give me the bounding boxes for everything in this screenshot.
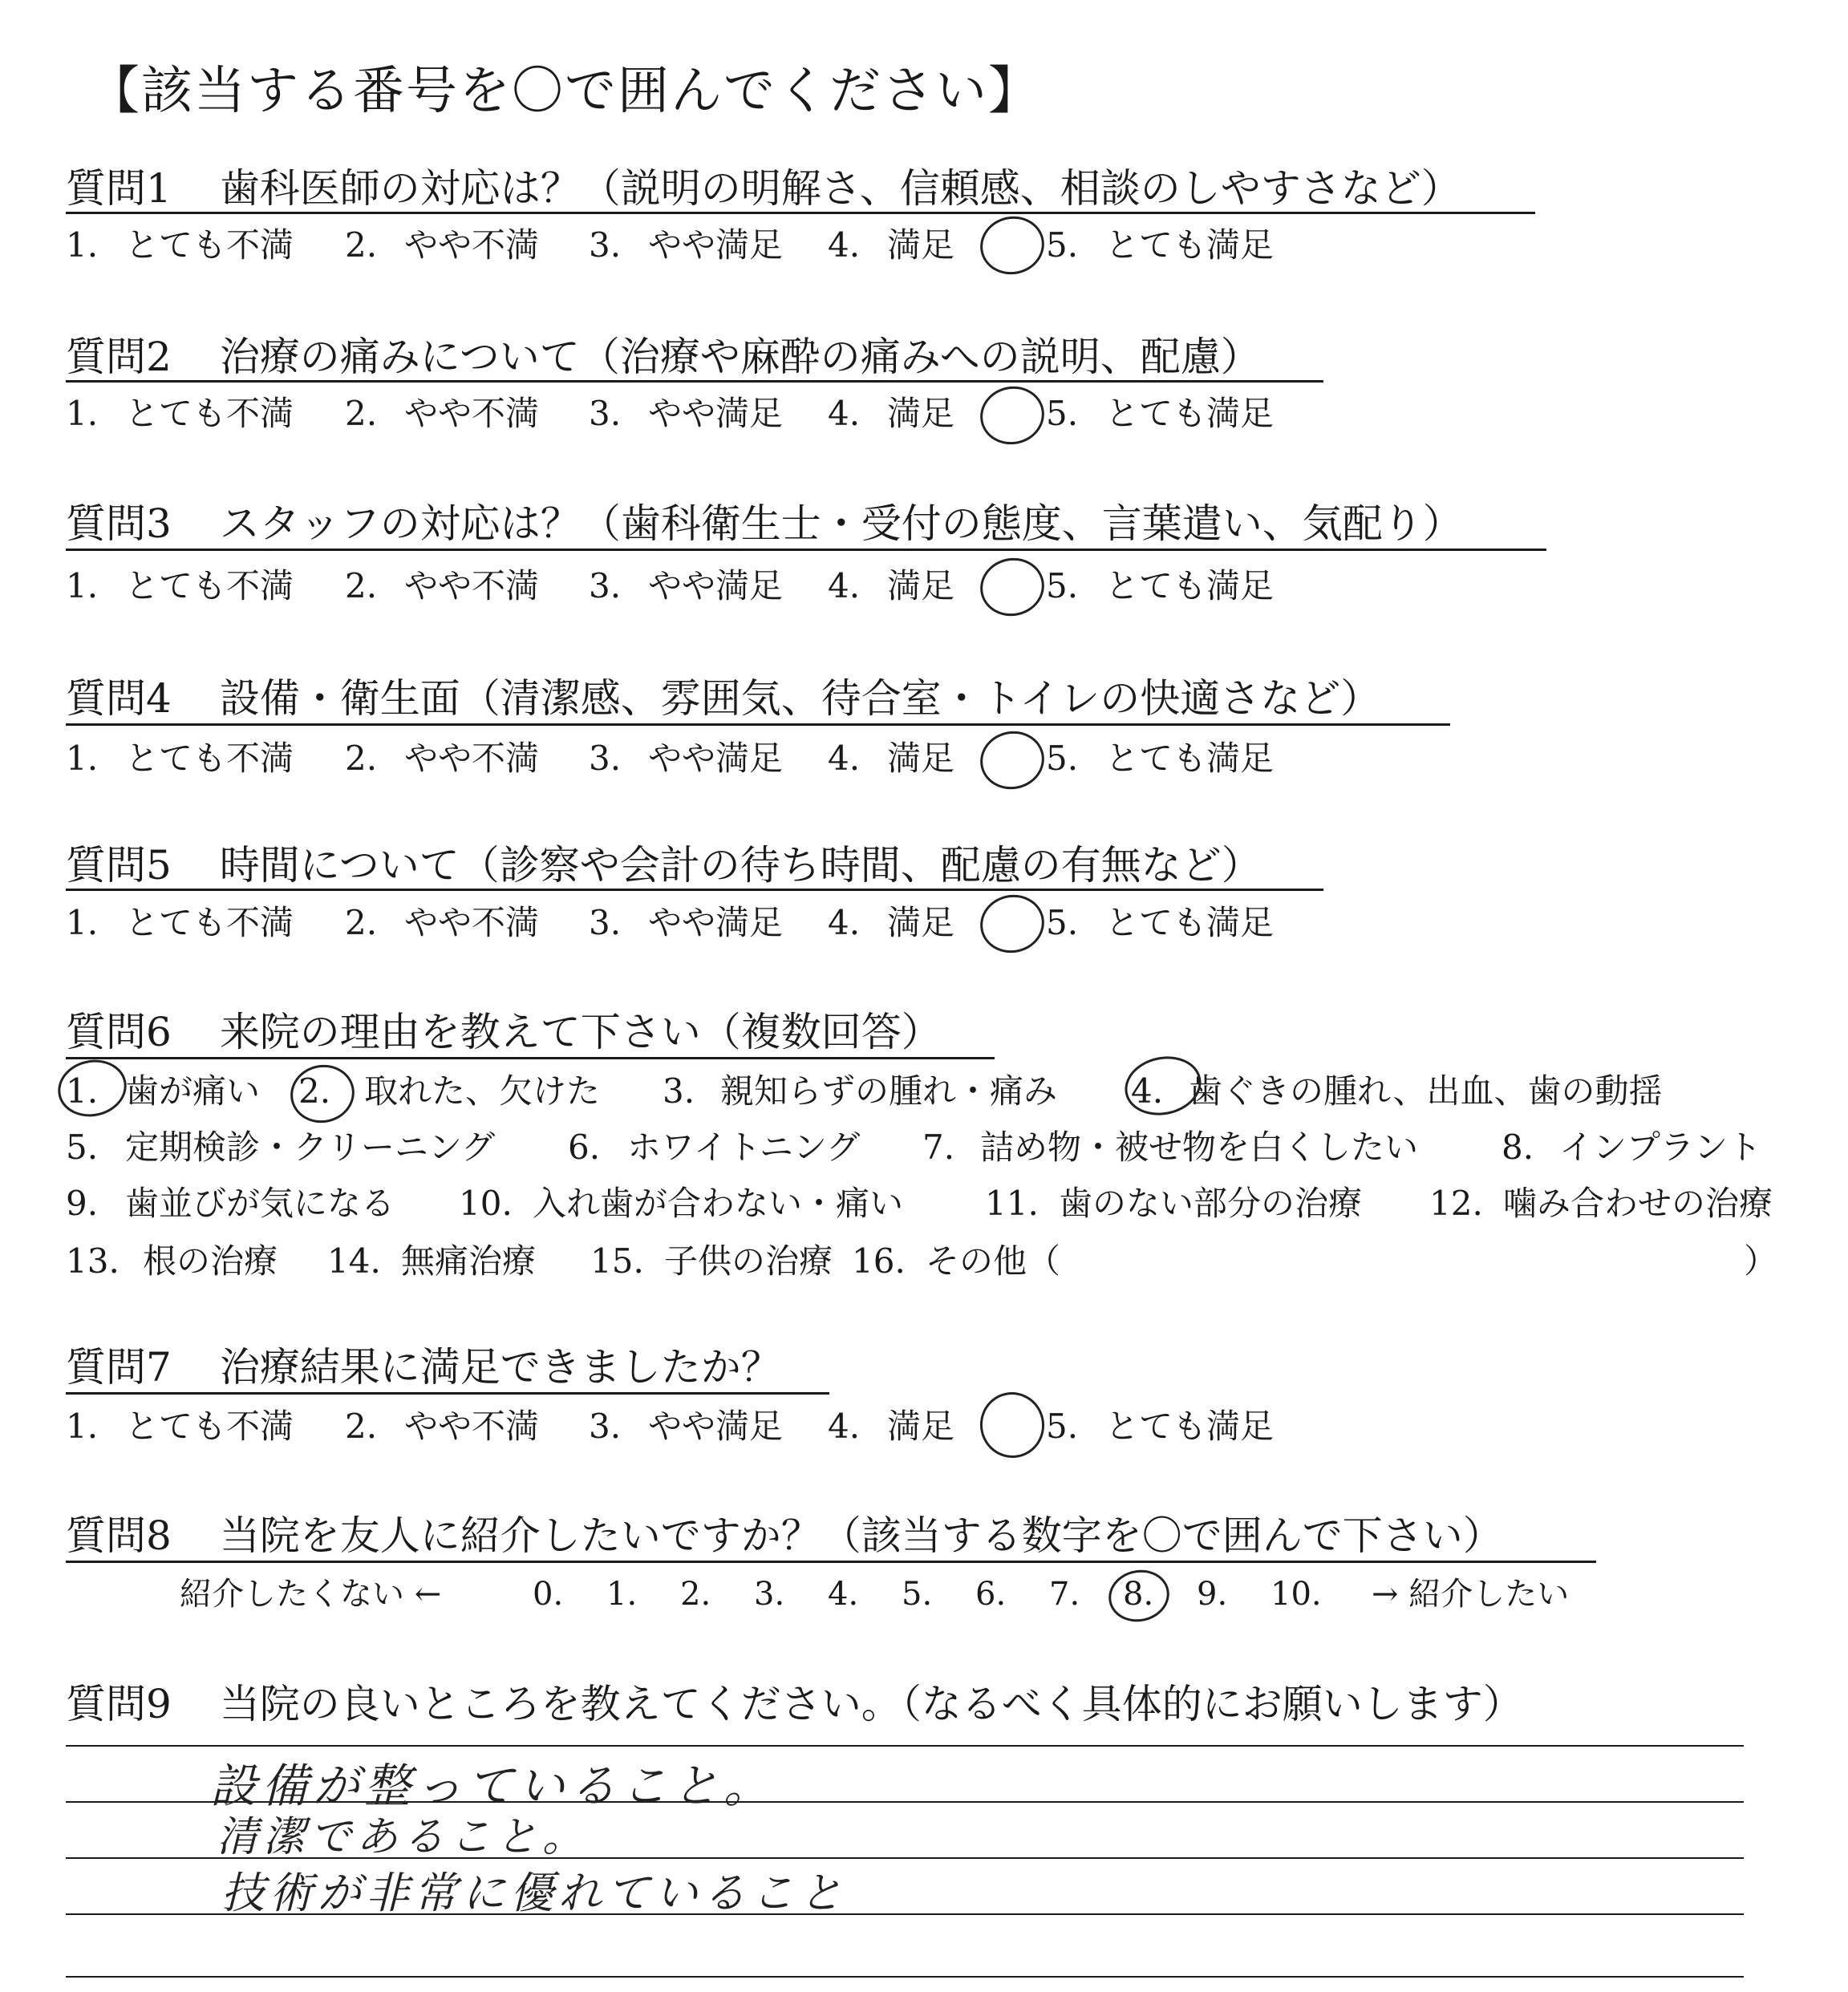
underline [66,380,1323,383]
option-label: とても不満 [125,739,294,778]
question-number: 質問2 [66,334,172,380]
question-text: 設備・衛生面（清潔感、雰囲気、待合室・トイレの快適さなど） [219,675,1381,722]
option-number: 13. [66,1241,120,1281]
option-label: やや満足 [648,1407,784,1446]
option-number: 1. [66,739,99,778]
option-label: とても不満 [125,225,294,265]
option-number: 5. [66,1128,99,1167]
option-number: 4. [828,566,861,605]
option-label: 親知らずの腫れ・痛み [720,1071,1058,1111]
question-8 [66,1512,1503,1559]
option-label: とても満足 [1105,394,1275,433]
answer-circle[interactable] [53,1054,132,1123]
option-number: 4. [828,1407,861,1446]
option-number: 1. [66,903,99,942]
scale-value: 1. [606,1576,638,1613]
option-label: やや満足 [648,225,784,265]
scale-value: 3. [754,1576,785,1613]
question-text: 歯科医師の対応は？（説明の明解さ、信頼感、相談のしやすさなど） [219,165,1461,212]
option-number: 3. [589,1407,622,1446]
option-label: 歯が痛い [125,1071,261,1111]
option-number: 3. [663,1071,695,1111]
option-number: 5. [1046,225,1079,265]
underline [66,889,1323,891]
option-label: とても満足 [1105,225,1275,265]
answer-circle[interactable] [1120,1050,1207,1122]
option-label: 歯ぐきの腫れ、出血、歯の動揺 [1189,1071,1663,1111]
option-label: やや不満 [404,225,540,265]
option-label: とても不満 [125,903,294,942]
page-title: 【該当する番号を〇で囲んでください】 [88,62,1041,121]
option-number: 1. [66,1071,99,1111]
option-label: 子供の治療 [664,1241,833,1281]
option-number: 11. [985,1184,1039,1223]
answer-circle[interactable] [975,725,1049,795]
option-number: 4. [828,225,861,265]
option-number: 2. [298,1071,331,1111]
option-number: 15. [590,1241,644,1281]
option-label: やや不満 [404,1407,540,1446]
question-2 [66,334,1261,380]
option-label: 満足 [887,394,955,433]
option-number: 5. [1046,566,1079,605]
question-number: 質問3 [66,500,172,547]
option-label: やや不満 [404,903,540,942]
option-number: 4. [828,903,861,942]
option-number: 2. [345,739,378,778]
option-label: ） [1744,1241,1778,1281]
option-label: とても満足 [1105,1407,1275,1446]
question-text: 当院の良いところを教えてください。（なるべく具体的にお願いします） [219,1681,1523,1727]
option-number: 2. [345,566,378,605]
option-label: インプラント [1559,1128,1762,1167]
option-label: 定期検診・クリーニング [125,1128,496,1167]
option-number: 5. [1046,739,1079,778]
scale-value: 2. [680,1576,711,1613]
underline [66,1561,1596,1563]
question-text: 治療の痛みについて（治療や麻酔の痛みへの説明、配慮） [219,334,1261,380]
option-number: 6. [568,1128,601,1167]
question-number: 質問6 [66,1009,172,1055]
question-text: スタッフの対応は？（歯科衛生士・受付の態度、言葉遣い、気配り） [219,500,1463,547]
option-number: 4. [1131,1071,1164,1111]
handwritten-answer: 清潔であること。 [217,1813,590,1861]
option-label: 詰め物・被せ物を白くしたい [980,1128,1419,1167]
option-label: 無痛治療 [401,1241,537,1281]
option-label: とても不満 [125,566,294,605]
option-label: やや満足 [648,394,784,433]
option-number: 1. [66,1407,99,1446]
question-number: 質問7 [66,1344,172,1391]
question-3 [66,500,1463,547]
option-number: 10. [459,1184,513,1223]
scale-value: 10. [1270,1576,1322,1613]
underline [66,1392,829,1395]
option-number: 5. [1046,394,1079,433]
scale-value: 6. [975,1576,1007,1613]
option-number: 8. [1502,1128,1534,1167]
option-label: 入れ歯が合わない・痛い [533,1184,904,1223]
question-6 [66,1009,942,1055]
question-text: 時間について（診察や会計の待ち時間、配慮の有無など） [219,842,1262,889]
option-number: 3. [589,225,622,265]
option-number: 2. [345,394,378,433]
option-number: 12. [1429,1184,1483,1223]
option-number: 2. [345,225,378,265]
answer-circle[interactable] [975,210,1049,280]
scale-value: 8. [1123,1576,1154,1613]
scale-value: 7. [1049,1576,1080,1613]
question-7 [66,1344,781,1391]
option-label: 満足 [887,739,955,778]
recommend-scale [180,1578,1639,1613]
scale-left-label: 紹介したくない ← [180,1576,442,1613]
option-number: 2. [345,1407,378,1446]
handwritten-answer: 技術が非常に優れていること [221,1868,847,1918]
option-label: 満足 [887,566,955,605]
writing-line [66,1745,1744,1747]
writing-line [66,1976,1744,1978]
answer-circle[interactable] [975,889,1049,958]
option-label: やや満足 [648,566,784,605]
option-number: 3. [589,566,622,605]
question-4 [66,675,1381,722]
answer-circle[interactable] [1104,1565,1174,1627]
option-number: 3. [589,903,622,942]
option-label: 満足 [887,903,955,942]
answer-circle[interactable] [975,380,1049,450]
option-label: とても不満 [125,394,294,433]
option-label: とても満足 [1105,903,1275,942]
question-text: 来院の理由を教えて下さい（複数回答） [219,1009,942,1055]
question-number: 質問5 [66,842,172,889]
option-label: 歯のない部分の治療 [1059,1184,1363,1223]
question-5 [66,842,1262,889]
option-label: 取れた、欠けた [364,1071,601,1111]
option-label: とても満足 [1105,566,1275,605]
answer-circle[interactable] [975,552,1049,621]
underline [66,212,1535,214]
option-label: 満足 [887,225,955,265]
question-number: 質問8 [66,1512,172,1559]
option-label: とても不満 [125,1407,294,1446]
option-number: 3. [589,739,622,778]
option-number: 1. [66,566,99,605]
question-number: 質問9 [66,1681,172,1727]
handwritten-answer: 設備が整っていること。 [210,1759,776,1813]
option-number: 14. [327,1241,381,1281]
option-number: 4. [828,394,861,433]
option-number: 7. [922,1128,955,1167]
scale-value: 9. [1197,1576,1228,1613]
option-label: やや不満 [404,739,540,778]
option-label: やや不満 [404,394,540,433]
question-text: 治療結果に満足できましたか？ [219,1344,781,1391]
answer-circle[interactable] [974,1387,1050,1464]
option-label: 歯並びが気になる [125,1184,395,1223]
question-text: 当院を友人に紹介したいですか？（該当する数字を〇で囲んで下さい） [219,1512,1503,1559]
option-label: 満足 [887,1407,955,1446]
option-label: やや満足 [648,903,784,942]
question-1 [66,165,1461,212]
option-number: 16. [852,1241,906,1281]
option-label: やや満足 [648,739,784,778]
underline [66,723,1450,726]
scale-value: 0. [533,1576,564,1613]
answer-circle[interactable] [285,1059,359,1128]
question-number: 質問1 [66,165,172,212]
option-number: 2. [345,903,378,942]
option-label: ホワイトニング [627,1128,861,1167]
scale-value: 4. [828,1576,859,1613]
option-number: 1. [66,394,99,433]
scale-value: 5. [902,1576,933,1613]
scale-right-label: → 紹介したい [1372,1576,1570,1613]
question-number: 質問4 [66,675,172,722]
question-9 [66,1681,1523,1727]
option-number: 9. [66,1184,99,1223]
underline [66,1057,995,1059]
option-label: やや不満 [404,566,540,605]
option-label: その他（ [926,1241,1061,1281]
underline [66,549,1546,551]
option-number: 5. [1046,903,1079,942]
option-number: 1. [66,225,99,265]
option-label: 噛み合わせの治療 [1503,1184,1773,1223]
option-number: 5. [1046,1407,1079,1446]
option-label: 根の治療 [143,1241,278,1281]
option-number: 4. [828,739,861,778]
option-number: 3. [589,394,622,433]
option-label: とても満足 [1105,739,1275,778]
